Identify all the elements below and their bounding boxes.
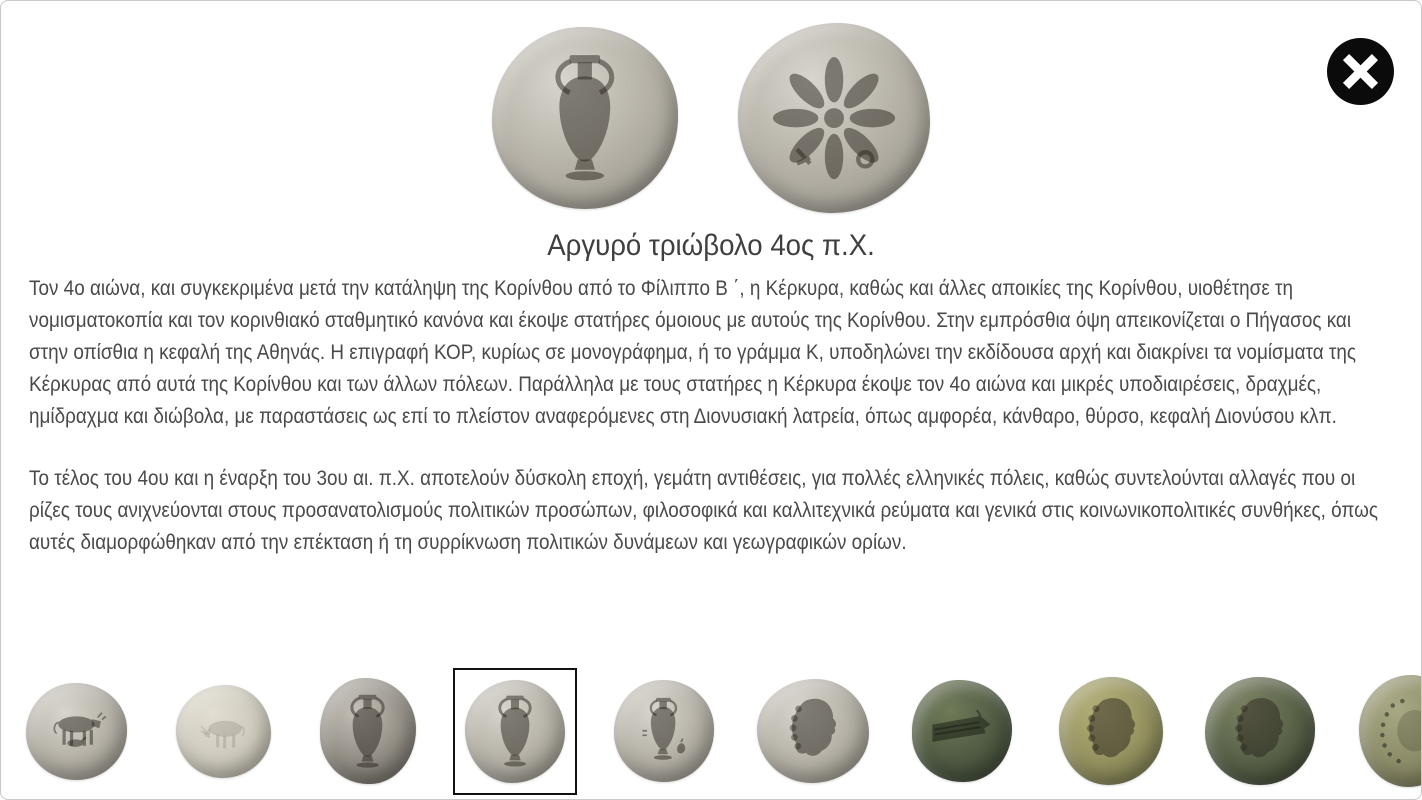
coin-description xyxy=(29,273,1395,559)
amphora-icon xyxy=(516,47,654,189)
head-profile-icon xyxy=(1219,689,1300,773)
coin-amphora-with-oinochoe[interactable] xyxy=(614,680,714,782)
coin-ship-prow[interactable] xyxy=(912,680,1012,782)
close-button[interactable] xyxy=(1327,38,1394,105)
coin-head-dionysos-right[interactable] xyxy=(757,679,869,783)
description-paragraph-1: Τον 4ο αιώνα, και συγκεκριμένα μετά την κατάληψη της Κορίνθου από το Φίλιππο Β ΄, η Κέρκυρα, καθώς και άλλες αποικίες της Κορίνθου, υιοθέτησε τη νομισματοκοπία και τον κορινθιακό σταθμητικό κανόνα και έκοψε στατήρες όμοιους με αυτούς της Κορίνθου. Στην εμπρόσθια όψη απεικονίζεται ο Πήγασος και στην οπίσθια η κεφαλή της Αθηνάς. Η επιγραφή ΚΟΡ, κυρίως σε μονογράφημα, ή το γράμμα Κ, υποδηλώνει την εκδίδουσα αρχή και διακρίνει τα νομίσματα της Κέρκυρας από αυτά της Κορίνθου και των άλλων πόλεων. Παράλληλα με τους στατήρες η Κέρκυρα έκοψε τον 4ο αιώνα και μικρές υποδιαιρέσεις, δραχμές, ημίδραχμα και διώβολα, με παραστάσεις ως επί το πλείστον αναφερόμενες στη Διονυσιακή λατρεία, όπως αμφορέα, κάνθαρο, θύρσο, κεφαλή Διονύσου κλπ. xyxy=(29,277,1356,428)
head-profile-icon xyxy=(772,690,855,771)
coin-amphora-dark[interactable] xyxy=(320,678,416,784)
coin-title: Αργυρό τριώβολο 4ος π.Χ. xyxy=(547,229,875,262)
selected-thumbnail-frame xyxy=(453,668,577,795)
coin-photos xyxy=(1,23,1421,213)
coin-thumbnail-strip xyxy=(1,665,1421,797)
star-rays-icon xyxy=(763,44,905,192)
amphora-icon xyxy=(332,690,403,773)
bull-icon xyxy=(188,695,258,768)
description-paragraph-2: Το τέλος του 4ου και η έναρξη του 3ου αι. π.Χ. αποτελούν δύσκολη εποχή, γεμάτη αντιθέσεις, για πολλές ελληνικές πόλεις, καθώς συντελούνται αλλαγές που οι ρίζες τους ανιχνεύονται στους προσανατολισμούς πολιτικών προσώπων, φιλοσοφικά και καλλιτεχνικά ρεύματα και γενικά στις κοινωνικοπολιτικές συνθήκες, όπως αυτές διαμορφώθηκαν από την επέκταση ή τη συρρίκνωση πολιτικών δυνάμεων και γεωγραφικών ορίων. xyxy=(29,467,1379,554)
dotted-border-icon xyxy=(1372,687,1421,774)
selected-coin-obverse-amphora xyxy=(492,27,678,209)
amphora-and-jug-icon xyxy=(627,691,701,771)
coin-draped-bust-right[interactable] xyxy=(1059,677,1163,785)
ship-prow-icon xyxy=(925,691,999,771)
cow-and-calf-icon xyxy=(39,693,114,769)
amphora-icon xyxy=(478,691,552,771)
coin-wreathed-head-right[interactable] xyxy=(1205,677,1315,785)
head-profile-icon xyxy=(1073,689,1150,773)
selected-coin-reverse-star xyxy=(738,23,930,213)
coin-worn-bull[interactable] xyxy=(176,685,271,778)
coin-silver-triobol-amphora[interactable] xyxy=(465,680,565,783)
coin-cow-suckling-calf[interactable] xyxy=(26,683,127,780)
coin-partial-right-edge[interactable] xyxy=(1359,675,1421,787)
close-icon xyxy=(1327,38,1394,105)
